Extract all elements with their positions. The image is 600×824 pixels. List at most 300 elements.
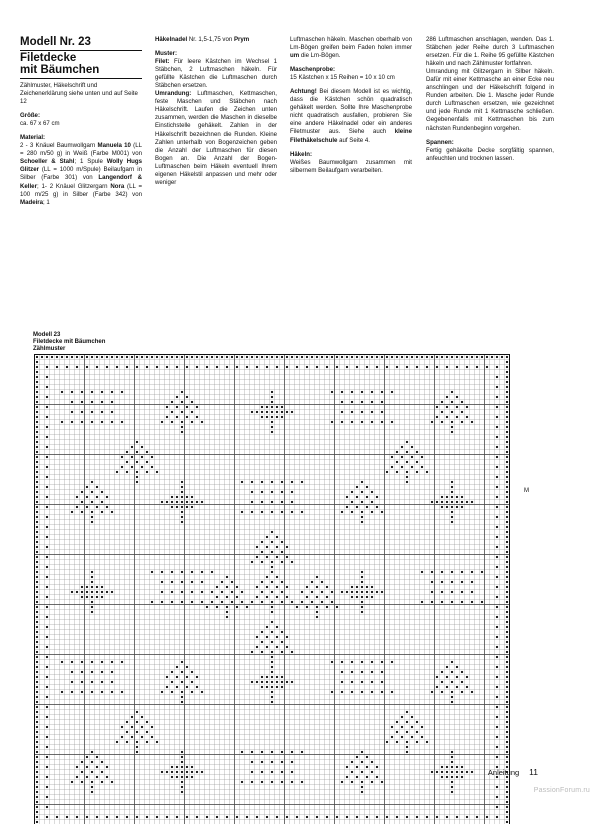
chart-filled-cell xyxy=(271,781,273,783)
chart-filled-cell xyxy=(496,806,498,808)
chart-filled-cell xyxy=(96,756,98,758)
chart-filled-cell xyxy=(371,781,373,783)
chart-filled-cell xyxy=(356,486,358,488)
chart-filled-cell xyxy=(406,741,408,743)
chart-filled-cell xyxy=(336,816,338,818)
chart-filled-cell xyxy=(261,761,263,763)
material-text: ; 1 Spule xyxy=(74,158,106,165)
chart-filled-cell xyxy=(181,491,183,493)
chart-filled-cell xyxy=(141,736,143,738)
chart-filled-cell xyxy=(71,356,73,358)
chart-filled-cell xyxy=(181,756,183,758)
chart-filled-cell xyxy=(36,626,38,628)
chart-filled-cell xyxy=(416,731,418,733)
chart-filled-cell xyxy=(451,771,453,773)
chart-filled-cell xyxy=(406,461,408,463)
chart-filled-cell xyxy=(196,771,198,773)
chart-filled-cell xyxy=(276,576,278,578)
chart-filled-cell xyxy=(81,586,83,588)
chart-filled-cell xyxy=(91,586,93,588)
chart-filled-cell xyxy=(341,356,343,358)
chart-filled-cell xyxy=(506,506,508,508)
chart-filled-cell xyxy=(101,511,103,513)
chart-filled-cell xyxy=(466,686,468,688)
chart-filled-cell xyxy=(36,521,38,523)
chart-filled-cell xyxy=(276,636,278,638)
chart-filled-cell xyxy=(381,401,383,403)
chart-filled-cell xyxy=(46,626,48,628)
chart-filled-cell xyxy=(181,786,183,788)
chart-filled-cell xyxy=(81,421,83,423)
chart-filled-cell xyxy=(461,501,463,503)
chart-filled-cell xyxy=(416,366,418,368)
chart-filled-cell xyxy=(126,461,128,463)
chart-filled-cell xyxy=(446,501,448,503)
chart-filled-cell xyxy=(96,766,98,768)
chart-filled-cell xyxy=(496,536,498,538)
chart-filled-cell xyxy=(361,786,363,788)
filet-label: Filet: xyxy=(155,58,170,65)
chart-filled-cell xyxy=(381,781,383,783)
chart-filled-cell xyxy=(191,601,193,603)
chart-filled-cell xyxy=(451,491,453,493)
chart-filled-cell xyxy=(301,591,303,593)
chart-filled-cell xyxy=(71,591,73,593)
chart-filled-cell xyxy=(86,586,88,588)
chart-filled-cell xyxy=(81,391,83,393)
chart-filled-cell xyxy=(256,411,258,413)
chart-filled-cell xyxy=(361,586,363,588)
chart-filled-cell xyxy=(76,766,78,768)
chart-filled-cell xyxy=(451,421,453,423)
chart-filled-cell xyxy=(461,421,463,423)
chart-filled-cell xyxy=(291,511,293,513)
chart-filled-cell xyxy=(236,356,238,358)
chart-filled-cell xyxy=(186,676,188,678)
chart-filled-cell xyxy=(361,691,363,693)
chart-filled-cell xyxy=(181,501,183,503)
chart-filled-cell xyxy=(416,721,418,723)
chart-filled-cell xyxy=(231,591,233,593)
chart-filled-cell xyxy=(426,356,428,358)
chart-filled-cell xyxy=(106,496,108,498)
center-mark-right: M xyxy=(524,488,529,494)
chart-filled-cell xyxy=(36,736,38,738)
chart-filled-cell xyxy=(226,366,228,368)
chart-filled-cell xyxy=(376,496,378,498)
chart-filled-cell xyxy=(36,441,38,443)
chart-filled-cell xyxy=(431,691,433,693)
chart-filled-cell xyxy=(506,441,508,443)
chart-filled-cell xyxy=(71,391,73,393)
chart-filled-cell xyxy=(91,751,93,753)
chart-filled-cell xyxy=(441,501,443,503)
chart-filled-cell xyxy=(36,576,38,578)
chart-filled-cell xyxy=(201,771,203,773)
chart-filled-cell xyxy=(46,646,48,648)
chart-filled-cell xyxy=(386,366,388,368)
chart-filled-cell xyxy=(36,701,38,703)
chart-filled-cell xyxy=(401,356,403,358)
chart-filled-cell xyxy=(261,491,263,493)
chart-filled-cell xyxy=(281,581,283,583)
chart-filled-cell xyxy=(131,716,133,718)
chart-filled-cell xyxy=(201,581,203,583)
chart-filled-cell xyxy=(506,791,508,793)
chart-filled-cell xyxy=(271,761,273,763)
chart-filled-cell xyxy=(506,681,508,683)
chart-filled-cell xyxy=(351,421,353,423)
chart-grid-lines xyxy=(34,354,510,824)
chart-filled-cell xyxy=(381,661,383,663)
chart-filled-cell xyxy=(461,401,463,403)
chart-filled-cell xyxy=(216,366,218,368)
chart-filled-cell xyxy=(506,471,508,473)
chart-filled-cell xyxy=(451,521,453,523)
chart-filled-cell xyxy=(326,366,328,368)
chart-filled-cell xyxy=(76,356,78,358)
chart-filled-cell xyxy=(406,746,408,748)
chart-filled-cell xyxy=(266,596,268,598)
chart-filled-cell xyxy=(356,766,358,768)
chart-filled-cell xyxy=(261,781,263,783)
chart-filled-cell xyxy=(316,596,318,598)
chart-filled-cell xyxy=(456,366,458,368)
attention-end: auf Seite 4. xyxy=(337,137,370,144)
chart-filled-cell xyxy=(251,411,253,413)
chart-filled-cell xyxy=(391,391,393,393)
chart-filled-cell xyxy=(171,356,173,358)
chart-filled-cell xyxy=(36,741,38,743)
chart-filled-cell xyxy=(496,376,498,378)
chart-filled-cell xyxy=(506,716,508,718)
chart-filled-cell xyxy=(156,816,158,818)
chart-filled-cell xyxy=(241,781,243,783)
chart-filled-cell xyxy=(86,766,88,768)
chart-filled-cell xyxy=(161,691,163,693)
chart-filled-cell xyxy=(216,586,218,588)
chart-filled-cell xyxy=(91,511,93,513)
chart-filled-cell xyxy=(361,491,363,493)
chart-filled-cell xyxy=(391,736,393,738)
chart-filled-cell xyxy=(341,661,343,663)
chart-filled-cell xyxy=(506,701,508,703)
chart-filled-cell xyxy=(46,656,48,658)
chart-filled-cell xyxy=(496,506,498,508)
chart-filled-cell xyxy=(506,801,508,803)
chart-filled-cell xyxy=(206,816,208,818)
gauge-text: 15 Kästchen x 15 Reihen = 10 x 10 cm xyxy=(290,74,395,81)
chart-filled-cell xyxy=(451,661,453,663)
chart-filled-cell xyxy=(141,446,143,448)
chart-filled-cell xyxy=(276,546,278,548)
chart-filled-cell xyxy=(81,411,83,413)
chart-filled-cell xyxy=(236,816,238,818)
chart-filled-cell xyxy=(251,681,253,683)
chart-filled-cell xyxy=(276,556,278,558)
chart-filled-cell xyxy=(106,776,108,778)
chart-filled-cell xyxy=(496,746,498,748)
chart-filled-cell xyxy=(381,411,383,413)
chart-filled-cell xyxy=(341,591,343,593)
chart-filled-cell xyxy=(421,466,423,468)
chart-filled-cell xyxy=(506,741,508,743)
chart-filled-cell xyxy=(506,476,508,478)
chart-filled-cell xyxy=(181,766,183,768)
size-heading: Größe: xyxy=(20,112,40,119)
chart-filled-cell xyxy=(361,606,363,608)
chart-filled-cell xyxy=(71,411,73,413)
chart-filled-cell xyxy=(46,766,48,768)
chart-filled-cell xyxy=(311,591,313,593)
chart-filled-cell xyxy=(386,471,388,473)
chart-filled-cell xyxy=(281,416,283,418)
continuation-bold: um xyxy=(290,52,299,59)
chart-filled-cell xyxy=(266,626,268,628)
chart-filled-cell xyxy=(81,401,83,403)
chart-filled-cell xyxy=(161,601,163,603)
chart-filled-cell xyxy=(506,786,508,788)
chart-filled-cell xyxy=(406,471,408,473)
chart-filled-cell xyxy=(506,576,508,578)
chart-filled-cell xyxy=(236,596,238,598)
chart-filled-cell xyxy=(186,356,188,358)
chart-filled-cell xyxy=(271,571,273,573)
chart-filled-cell xyxy=(451,516,453,518)
chart-filled-cell xyxy=(261,561,263,563)
border-label: Umrandung: xyxy=(155,90,191,97)
pattern-section xyxy=(155,50,277,187)
chart-filled-cell xyxy=(101,781,103,783)
chart-filled-cell xyxy=(256,816,258,818)
chart-filled-cell xyxy=(336,356,338,358)
chart-filled-cell xyxy=(246,606,248,608)
chart-filled-cell xyxy=(91,576,93,578)
chart-filled-cell xyxy=(221,591,223,593)
chart-filled-cell xyxy=(361,771,363,773)
chart-filled-cell xyxy=(101,771,103,773)
chart-filled-cell xyxy=(271,411,273,413)
chart-filled-cell xyxy=(46,476,48,478)
chart-filled-cell xyxy=(101,401,103,403)
chart-filled-cell xyxy=(346,506,348,508)
chart-filled-cell xyxy=(251,561,253,563)
chart-filled-cell xyxy=(441,421,443,423)
chart-filled-cell xyxy=(251,771,253,773)
chart-filled-cell xyxy=(276,626,278,628)
chart-filled-cell xyxy=(106,366,108,368)
chart-filled-cell xyxy=(166,366,168,368)
chart-filled-cell xyxy=(366,756,368,758)
chart-filled-cell xyxy=(36,786,38,788)
chart-filled-cell xyxy=(506,781,508,783)
chart-filled-cell xyxy=(456,496,458,498)
chart-filled-cell xyxy=(111,681,113,683)
chart-filled-cell xyxy=(366,506,368,508)
chart-filled-cell xyxy=(266,356,268,358)
chart-filled-cell xyxy=(146,816,148,818)
chart-filled-cell xyxy=(456,501,458,503)
chart-filled-cell xyxy=(226,816,228,818)
chart-filled-cell xyxy=(451,786,453,788)
chart-filled-cell xyxy=(456,676,458,678)
chart-filled-cell xyxy=(281,411,283,413)
chart-filled-cell xyxy=(461,601,463,603)
chart-filled-cell xyxy=(471,591,473,593)
chart-filled-cell xyxy=(376,591,378,593)
chart-filled-cell xyxy=(376,766,378,768)
chart-filled-cell xyxy=(506,601,508,603)
chart-filled-cell xyxy=(206,356,208,358)
chart-filled-cell xyxy=(486,356,488,358)
chart-filled-cell xyxy=(466,366,468,368)
chart-filled-cell xyxy=(506,816,508,818)
chart-filled-cell xyxy=(36,561,38,563)
chart-filled-cell xyxy=(506,621,508,623)
chart-filled-cell xyxy=(401,736,403,738)
chart-filled-cell xyxy=(36,471,38,473)
chart-filled-cell xyxy=(46,416,48,418)
chart-filled-cell xyxy=(171,506,173,508)
chart-filled-cell xyxy=(401,446,403,448)
chart-filled-cell xyxy=(496,546,498,548)
chart-filled-cell xyxy=(191,771,193,773)
chart-filled-cell xyxy=(291,781,293,783)
chart-filled-cell xyxy=(276,411,278,413)
chart-filled-cell xyxy=(271,666,273,668)
chart-filled-cell xyxy=(251,511,253,513)
chart-filled-cell xyxy=(181,701,183,703)
chart-filled-cell xyxy=(291,601,293,603)
chart-filled-cell xyxy=(191,411,193,413)
chart-filled-cell xyxy=(101,501,103,503)
chart-filled-cell xyxy=(231,581,233,583)
chart-filled-cell xyxy=(271,396,273,398)
chart-filled-cell xyxy=(181,696,183,698)
chart-filled-cell xyxy=(396,816,398,818)
chart-filled-cell xyxy=(441,691,443,693)
chart-filled-cell xyxy=(461,691,463,693)
chart-filled-cell xyxy=(96,496,98,498)
chart-filled-cell xyxy=(141,726,143,728)
chart-filled-cell xyxy=(171,421,173,423)
chart-filled-cell xyxy=(281,551,283,553)
chart-filled-cell xyxy=(86,496,88,498)
chart-filled-cell xyxy=(131,456,133,458)
chart-filled-cell xyxy=(126,451,128,453)
chart-filled-cell xyxy=(356,776,358,778)
chart-filled-cell xyxy=(156,471,158,473)
chart-filled-cell xyxy=(176,356,178,358)
chart-filled-cell xyxy=(181,356,183,358)
chart-filled-cell xyxy=(171,501,173,503)
chart-filled-cell xyxy=(136,711,138,713)
chart-filled-cell xyxy=(406,816,408,818)
chart-filled-cell xyxy=(136,751,138,753)
chart-filled-cell xyxy=(46,406,48,408)
chart-filled-cell xyxy=(441,681,443,683)
chart-filled-cell xyxy=(416,451,418,453)
chart-filled-cell xyxy=(376,506,378,508)
chart-filled-cell xyxy=(361,516,363,518)
chart-filled-cell xyxy=(371,691,373,693)
chart-filled-cell xyxy=(271,531,273,533)
chart-filled-cell xyxy=(101,411,103,413)
chart-filled-cell xyxy=(286,546,288,548)
chart-filled-cell xyxy=(36,546,38,548)
chart-filled-cell xyxy=(506,641,508,643)
footer-label: Anleitung xyxy=(488,768,519,777)
model-title-line2: mit Bäumchen xyxy=(20,65,142,77)
material-text: ; 1 xyxy=(43,199,50,206)
chart-filled-cell xyxy=(36,556,38,558)
chart-filled-cell xyxy=(211,591,213,593)
chart-filled-cell xyxy=(66,356,68,358)
chart-filled-cell xyxy=(291,651,293,653)
chart-filled-cell xyxy=(86,816,88,818)
chart-filled-cell xyxy=(406,441,408,443)
chart-filled-cell xyxy=(466,816,468,818)
size-text: ca. 67 x 67 cm xyxy=(20,120,60,127)
chart-filled-cell xyxy=(506,616,508,618)
chart-filled-cell xyxy=(381,391,383,393)
chart-filled-cell xyxy=(161,581,163,583)
chart-filled-cell xyxy=(386,816,388,818)
chart-filled-cell xyxy=(271,416,273,418)
chart-filled-cell xyxy=(306,356,308,358)
chart-filled-cell xyxy=(81,596,83,598)
chart-filled-cell xyxy=(136,741,138,743)
chart-filled-cell xyxy=(506,376,508,378)
chart-filled-cell xyxy=(506,386,508,388)
chart-filled-cell xyxy=(506,556,508,558)
chart-filled-cell xyxy=(481,571,483,573)
chart-filled-cell xyxy=(301,511,303,513)
chart-filled-cell xyxy=(191,356,193,358)
chart-filled-cell xyxy=(166,501,168,503)
chart-filled-cell xyxy=(431,581,433,583)
chart-filled-cell xyxy=(46,596,48,598)
chart-filled-cell xyxy=(266,646,268,648)
chart-filled-cell xyxy=(86,596,88,598)
chart-filled-cell xyxy=(101,586,103,588)
chart-filled-cell xyxy=(176,366,178,368)
page-number: 11 xyxy=(529,767,538,777)
chart-filled-cell xyxy=(271,641,273,643)
chart-filled-cell xyxy=(461,571,463,573)
chart-filled-cell xyxy=(336,606,338,608)
chart-filled-cell xyxy=(51,356,53,358)
page-footer xyxy=(488,767,538,777)
chart-filled-cell xyxy=(351,596,353,598)
chart-filled-cell xyxy=(361,411,363,413)
chart-filled-cell xyxy=(281,781,283,783)
chart-filled-cell xyxy=(36,686,38,688)
chart-filled-cell xyxy=(111,511,113,513)
chart-filled-cell xyxy=(236,606,238,608)
chart-filled-cell xyxy=(36,411,38,413)
chart-filled-cell xyxy=(71,691,73,693)
chart-filled-cell xyxy=(496,686,498,688)
chart-filled-cell xyxy=(96,596,98,598)
chart-filled-cell xyxy=(351,781,353,783)
chart-filled-cell xyxy=(456,396,458,398)
chart-filled-cell xyxy=(46,466,48,468)
chart-filled-cell xyxy=(271,401,273,403)
chart-filled-cell xyxy=(36,381,38,383)
chart-filled-cell xyxy=(506,541,508,543)
chart-filled-cell xyxy=(76,506,78,508)
